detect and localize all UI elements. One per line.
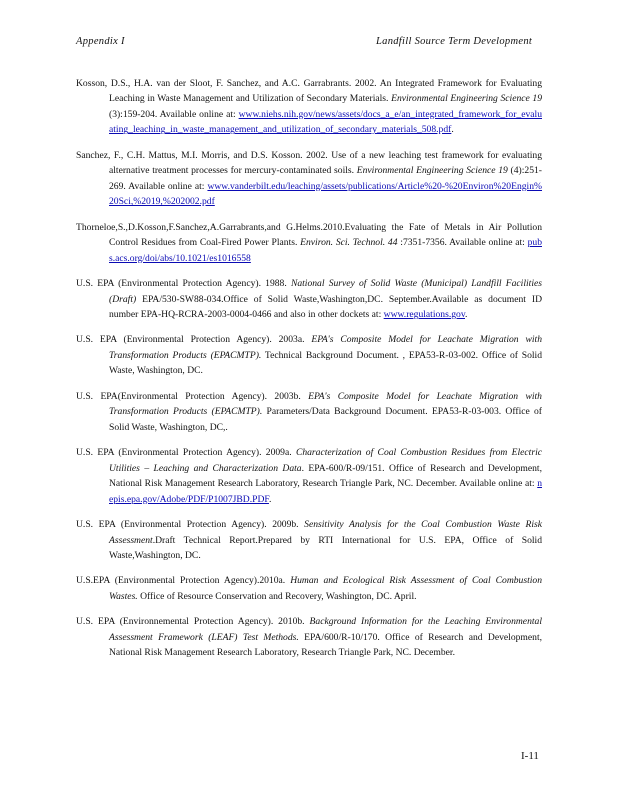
reference-entry: Sanchez, F., C.H. Mattus, M.I. Morris, and D.S. Kosson. 2002. Use of a new leaching test framework for evaluating alternative treatment processes for mercury-contaminated soils. Environmental Engineering Science 19 (4):251-269. Available online at: www.vanderbilt.edu/leaching/assets/publications/Article%20-%20Environ%20Engin%20Sci,%2019,%202002.pdf (76, 149, 542, 208)
reference-link[interactable]: nepis.epa.gov/Adobe/PDF/P1007JBD.PDF (109, 478, 542, 505)
page-number: I-11 (521, 750, 539, 762)
running-header-right: Landfill Source Term Development (376, 36, 533, 47)
reference-link[interactable]: www.regulations.gov (383, 309, 465, 321)
reference-entry: U.S. EPA(Environmental Protection Agency). 2003b. EPA's Composite Model for Leachate Migration with Transformation Products (EPACMTP). Parameters/Data Background Document. EPA53-R-03-003. Office of Solid Waste, Washington, DC,. (76, 390, 543, 433)
reference-entry: U.S. EPA (Environmental Protection Agency). 2009a. Characterization of Coal Combustion Residues from Electric Utilities – Leaching and Characterization Data. EPA-600/R-09/151. Office of Research and Development, National Risk Management Research Laboratory, Research Triangle Park, NC. December. Available online at: nepis.epa.gov/Adobe/PDF/P1007JBD.PDF. (76, 447, 542, 505)
reference-link[interactable]: www.niehs.nih.gov/news/assets/docs_a_e/an_integrated_framework_for_evaluating_leaching_in_waste_management_and_utilization_of_secondary_materials_508.pdf (109, 108, 542, 136)
running-header-left: Appendix I (76, 36, 125, 47)
reference-entry: U.S. EPA (Environnemental Protection Agency). 2010b. Background Information for the Leaching Environmental Assessment Framework (LEAF) Test Methods. EPA/600/R-10/170. Office of Research and Development, National Risk Management Research Laboratory, Research Triangle Park, NC. December. (76, 616, 543, 659)
reference-list (76, 66, 542, 668)
reference-entry: U.S.EPA (Environmental Protection Agency).2010a. Human and Ecological Risk Assessment of Coal Combustion Wastes. Office of Resource Conservation and Recovery, Washington, DC. April. (76, 575, 542, 602)
reference-entry: U.S. EPA (Environmental Protection Agency). 1988. National Survey of Solid Waste (Municipal) Landfill Facilities (Draft) EPA/530-SW88-034.Office of Solid Waste,Washington,DC. September.Available as document ID number EPA-HQ-RCRA-2003-0004-0466 and also in other dockets at: www.regulations.gov. (76, 277, 543, 321)
reference-entry: U.S. EPA (Environmental Protection Agency). 2009b. Sensitivity Analysis for the Coal Combustion Waste Risk Assessment.Draft Technical Report.Prepared by RTI International for U.S. EPA, Office of Solid Waste,Washington, DC. (76, 519, 543, 562)
reference-link[interactable]: pubs.acs.org/doi/abs/10.1021/es1016558 (109, 237, 542, 264)
reference-entry: U.S. EPA (Environmental Protection Agency). 2003a. EPA's Composite Model for Leachate Migration with Transformation Products (EPACMTP). Technical Background Document. , EPA53-R-03-002. Office of Solid Waste, Washington, DC. (76, 334, 543, 377)
reference-entry: Thorneloe,S.,D.Kosson,F.Sanchez,A.Garrabrants,and G.Helms.2010.Evaluating the Fate of Metals in Air Pollution Control Residues from Coal-Fired Power Plants. Environ. Sci. Technol. 44 :7351-7356. Available online at: pubs.acs.org/doi/abs/10.1021/es1016558 (76, 221, 542, 264)
reference-entry: Kosson, D.S., H.A. van der Sloot, F. Sanchez, and A.C. Garrabrants. 2002. An Integrated Framework for Evaluating Leaching in Waste Management and Utilization of Secondary Materials. Environmental Engineering Science 19 (3):159-204. Available online at: www.niehs.nih.gov/news/assets/docs_a_e/an_integrated_framework_for_evaluating_leaching_in_waste_management_and_utilization_of_secondary_materials_508.pdf. (76, 77, 543, 136)
reference-link[interactable]: www.vanderbilt.edu/leaching/assets/publications/Article%20-%20Environ%20Engin%20Sci,%2019,%202002.pdf (109, 180, 542, 208)
